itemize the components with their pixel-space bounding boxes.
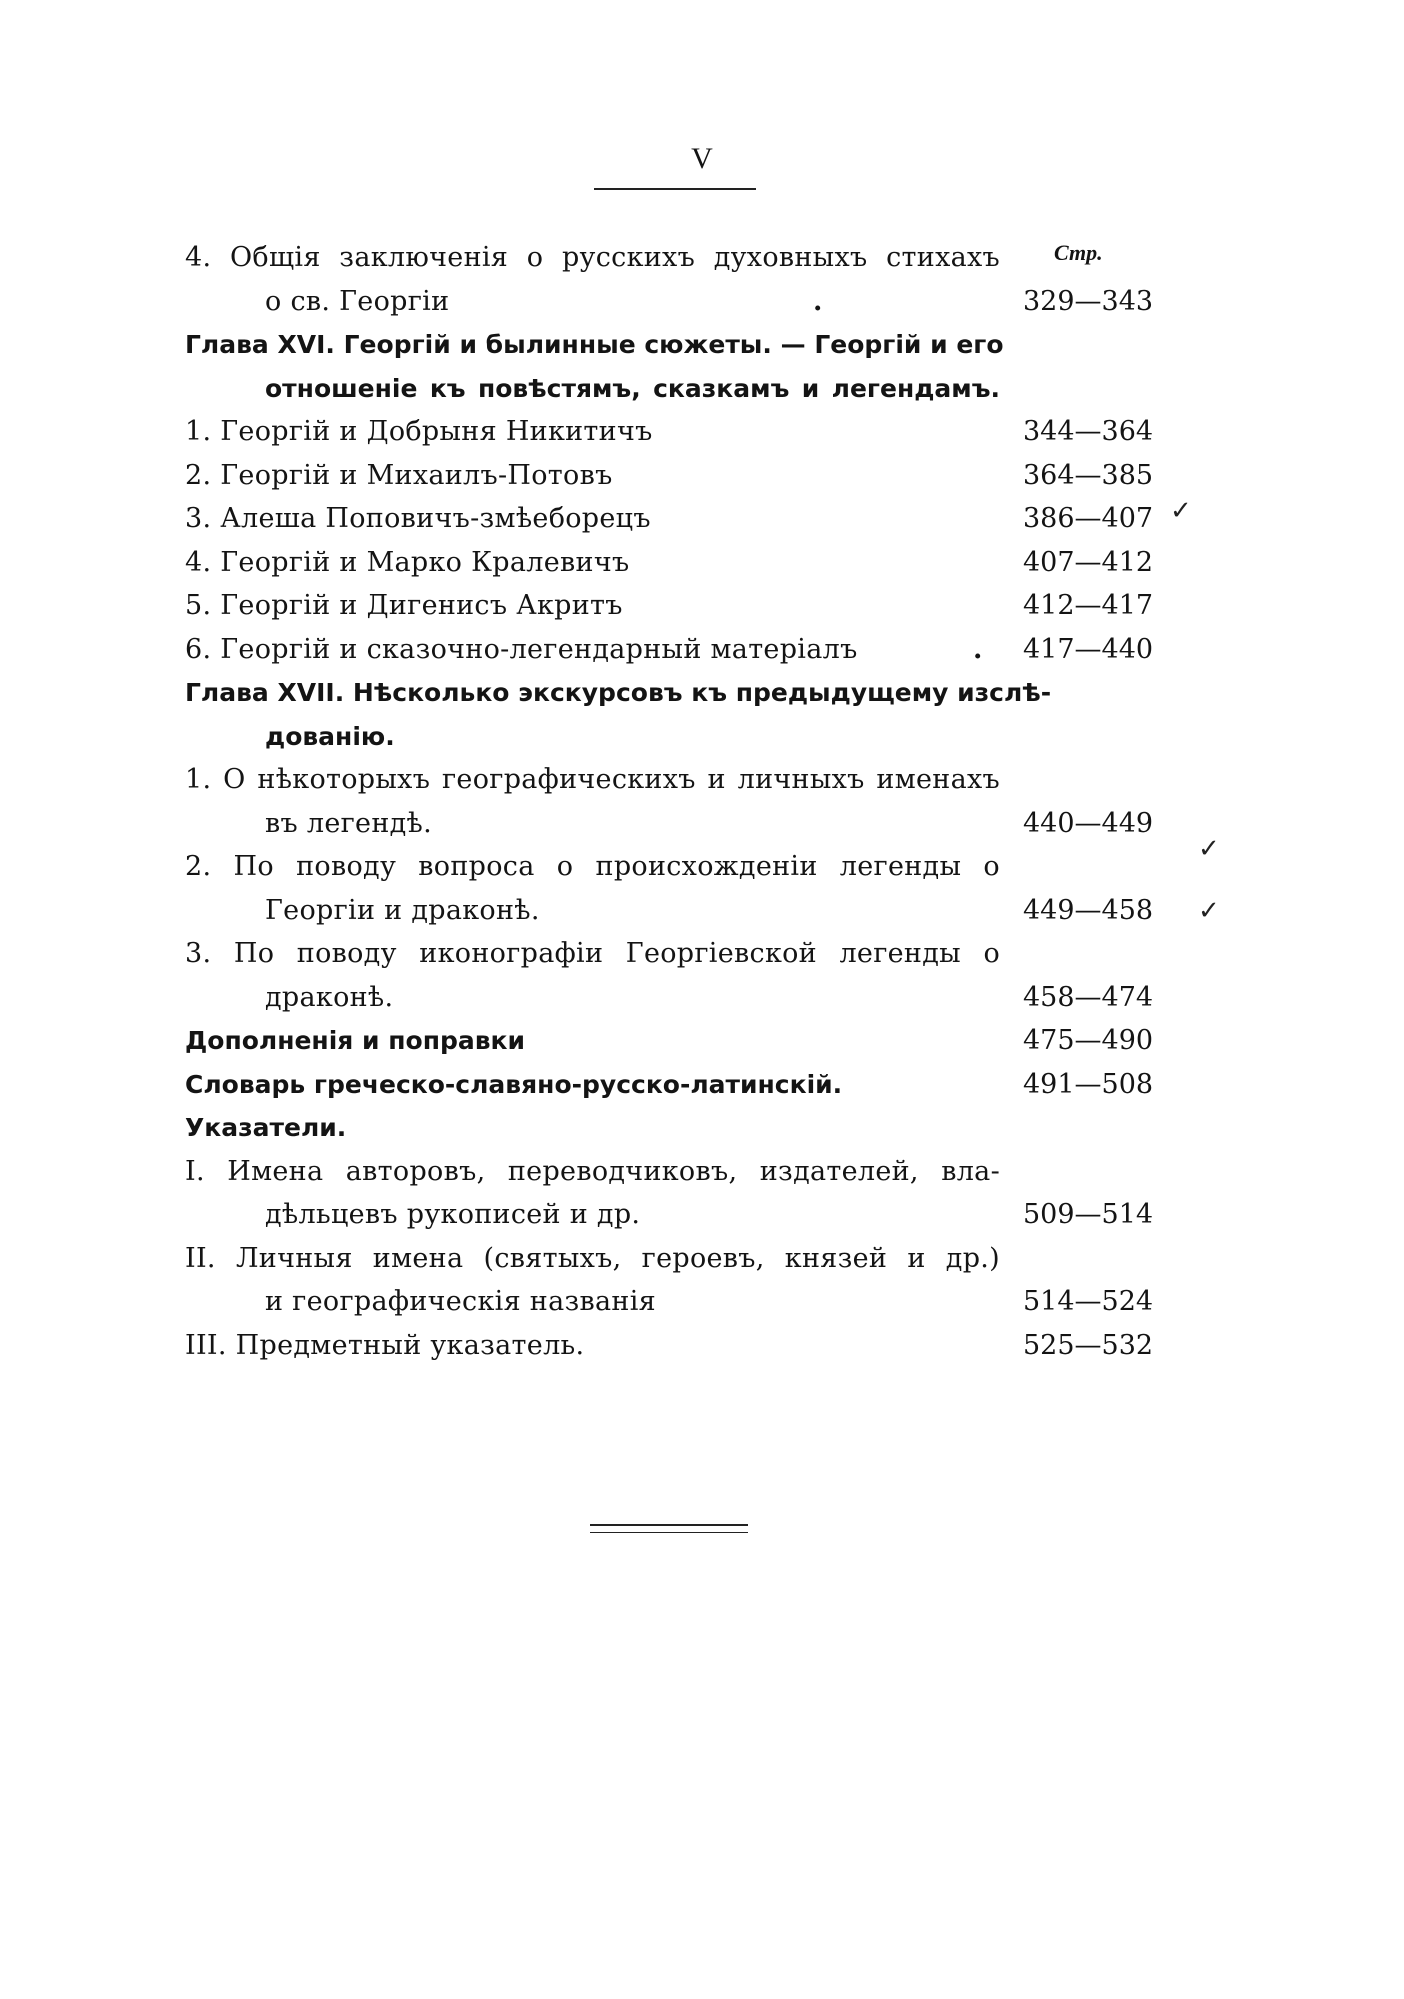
table-of-contents [185, 236, 1185, 1367]
toc-entry-text: 2. По поводу вопроса о происхожденіи легенды о [185, 851, 1000, 882]
toc-entry-pages: 344—364 [1023, 416, 1154, 447]
toc-entry-pages: 386—407 [1023, 503, 1154, 534]
leader-dot: . [813, 285, 823, 317]
toc-entry-text: о св. Георгіи [265, 285, 450, 317]
toc-entry-text: 4. Георгій и Марко Кралевичъ [185, 546, 630, 578]
toc-line [185, 1063, 1185, 1107]
toc-entry-text: драконѣ. [265, 981, 394, 1013]
toc-entry-text: 3. По поводу иконографіи Георгіевской легенды о [185, 938, 1000, 969]
toc-line [185, 497, 1185, 541]
toc-entry-text: въ легендѣ. [265, 807, 433, 839]
toc-entry-pages: 509—514 [1023, 1199, 1154, 1230]
footer-rule [590, 1524, 748, 1533]
section-heading-text: Дополненія и поправки [185, 1026, 526, 1055]
toc-line [185, 1150, 1185, 1194]
toc-entry-text: 5. Георгій и Дигенисъ Акритъ [185, 590, 623, 621]
page-number: V [691, 142, 713, 175]
toc-entry-pages: 364—385 [1023, 459, 1154, 491]
chapter-heading-text: Глава XVII. Нѣсколько экскурсовъ къ предыдущему изслѣ- [185, 678, 1052, 707]
toc-entry-pages: 491—508 [1023, 1068, 1154, 1100]
check-mark-icon: ✓ [1198, 834, 1220, 864]
toc-entry-text: I. Имена авторовъ, переводчиковъ, издателей, вла- [185, 1155, 1000, 1187]
toc-line [185, 584, 1185, 628]
toc-line [185, 236, 1185, 280]
toc-line [185, 1280, 1185, 1324]
toc-entry-text: Георгіи и драконѣ. [265, 894, 540, 926]
toc-entry-pages: 514—524 [1023, 1286, 1154, 1317]
toc-entry-text: 1. Георгій и Добрыня Никитичъ [185, 416, 653, 447]
toc-entry-text: 4. Общія заключенія о русскихъ духовныхъ стихахъ [185, 242, 1000, 273]
toc-line [185, 541, 1185, 585]
toc-entry-pages: 407—412 [1023, 546, 1154, 578]
toc-entry-text: 1. О нѣкоторыхъ географическихъ и личныхъ именахъ [185, 764, 1000, 795]
toc-line [185, 1324, 1185, 1368]
toc-line [185, 932, 1185, 976]
toc-entry-pages: 449—458 [1023, 894, 1154, 926]
toc-line [185, 889, 1185, 933]
toc-line [185, 1193, 1185, 1237]
chapter-heading-text: дованію. [265, 721, 395, 751]
toc-line [185, 280, 1185, 324]
section-heading-text: Указатели. [185, 1113, 347, 1142]
toc-line [185, 454, 1185, 498]
toc-line [185, 410, 1185, 454]
toc-line [185, 1237, 1185, 1281]
leader-dot: . [973, 633, 983, 665]
toc-line [185, 1106, 1185, 1150]
toc-entry-text: 3. Алеша Поповичъ-змѣеборецъ [185, 503, 651, 534]
toc-line [185, 628, 1185, 672]
toc-line [185, 715, 1185, 759]
toc-line [185, 367, 1185, 411]
toc-entry-pages: 412—417 [1023, 590, 1154, 621]
chapter-heading-text: отношеніе къ повѣстямъ, сказкамъ и легендамъ. [265, 373, 1000, 403]
toc-entry-pages: 329—343 [1023, 285, 1154, 317]
pages-column-header: Стр. [1054, 240, 1103, 265]
chapter-heading-text: Глава XVI. Георгій и былинные сюжеты. — Георгій и его [185, 330, 1004, 359]
toc-entry-text: 6. Георгій и сказочно-легендарный матеріалъ [185, 633, 858, 665]
header-rule [594, 188, 756, 190]
toc-line [185, 802, 1185, 846]
toc-entry-pages: 417—440 [1023, 633, 1154, 665]
toc-entry-pages: 525—532 [1023, 1329, 1154, 1361]
toc-entry-pages: 475—490 [1023, 1025, 1154, 1056]
toc-line [185, 976, 1185, 1020]
check-mark-icon: ✓ [1170, 496, 1192, 526]
toc-line [185, 323, 1185, 367]
toc-line [185, 671, 1185, 715]
toc-line [185, 758, 1185, 802]
toc-line [185, 845, 1185, 889]
toc-entry-text: и географическія названія [265, 1286, 656, 1317]
section-heading-text: Словарь греческо-славяно-русско-латинскій. [185, 1069, 843, 1099]
toc-entry-text: II. Личныя имена (святыхъ, героевъ, князей и др.) [185, 1242, 1000, 1274]
check-mark-icon: ✓ [1198, 896, 1220, 926]
toc-entry-text: дѣльцевъ рукописей и др. [265, 1199, 641, 1230]
toc-entry-pages: 440—449 [1023, 807, 1154, 839]
toc-entry-text: III. Предметный указатель. [185, 1329, 585, 1361]
toc-entry-pages: 458—474 [1023, 981, 1154, 1013]
toc-entry-text: 2. Георгій и Михаилъ-Потовъ [185, 459, 613, 491]
toc-line [185, 1019, 1185, 1063]
